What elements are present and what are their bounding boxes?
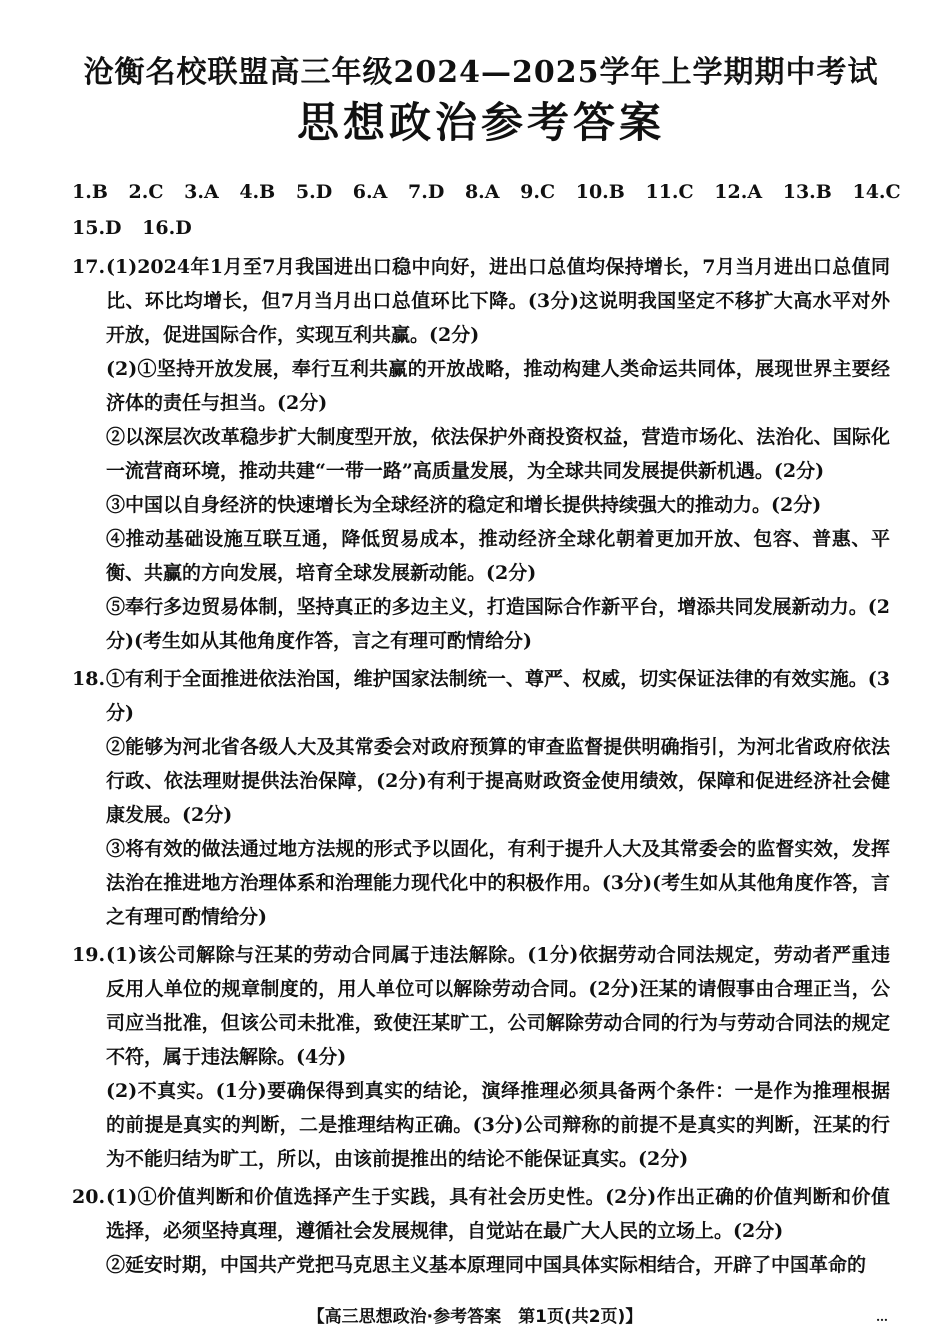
answer-paragraph: ②延安时期，中国共产党把马克思主义基本原理同中国具体实际相结合，开辟了中国革命的: [106, 1254, 867, 1276]
choice-answer: 2.C: [128, 181, 164, 203]
choice-answer: 9.C: [520, 181, 556, 203]
question-17: [72, 250, 890, 658]
answer-paragraph: (1)2024年1月至7月我国进出口稳中向好，进出口总值均保持增长，7月当月进出口总值同比、环比均增长，但7月当月出口总值环比下降。(3分)这说明我国坚定不移扩大高水平对外开放，促进国际合作，实现互利共赢。(2分): [106, 256, 890, 346]
question-20: [72, 1180, 890, 1282]
answer-paragraph: ③将有效的做法通过地方法规的形式予以固化，有利于提升人大及其常委会的监督实效，发挥法治在推进地方治理体系和治理能力现代化中的积极作用。(3分)(考生如从其他角度作答，言之有理可酌情给分): [106, 838, 890, 928]
choice-answer: 11.C: [645, 181, 694, 203]
question-19: [72, 938, 890, 1176]
choice-answer: 8.A: [464, 181, 500, 203]
subject-title: 思想政治参考答案: [296, 98, 665, 147]
exam-title: 沧衡名校联盟高三年级2024—2025学年上学期期中考试: [83, 55, 879, 90]
choice-answer: 3.A: [184, 181, 219, 203]
answer-paragraph: ③中国以自身经济的快速增长为全球经济的稳定和增长提供持续强大的推动力。(2分): [106, 494, 822, 516]
question-number: 20.: [72, 1186, 106, 1208]
choice-row-1: [72, 174, 901, 210]
answer-paragraph: (2)不真实。(1分)要确保得到真实的结论，演绎推理必须具备两个条件：一是作为推理根据的前提是真实的判断，二是推理结构正确。(3分)公司辩称的前提不是真实的判断，汪某的行为不能归结为旷工，所以，由该前提推出的结论不能保证真实。(2分): [106, 1080, 890, 1170]
question-number: 17.: [72, 256, 106, 278]
choice-row-2: [72, 210, 890, 246]
answer-paragraph: ④推动基础设施互联互通，降低贸易成本，推动经济全球化朝着更加开放、包容、普惠、平衡、共赢的方向发展，培育全球发展新动能。(2分): [106, 528, 890, 584]
answer-paragraph: ②以深层次改革稳步扩大制度型开放，依法保护外商投资权益，营造市场化、法治化、国际化一流营商环境，推动共建“一带一路”高质量发展，为全球共同发展提供新机遇。(2分): [106, 426, 890, 482]
question-number: 19.: [72, 944, 106, 966]
choice-answer: 6.A: [352, 181, 388, 203]
choice-answer: 16.D: [142, 217, 192, 239]
corner-mark: …: [876, 1310, 888, 1324]
question-number: 18.: [72, 668, 106, 690]
choice-answer: 14.C: [852, 181, 901, 203]
multiple-choice-answers: [72, 174, 901, 246]
choice-answer: 12.A: [714, 181, 763, 203]
choice-answer: 4.B: [239, 181, 276, 203]
answer-paragraph: (2)①坚持开放发展，奉行互利共赢的开放战略，推动构建人类命运共同体，展现世界主要经济体的责任与担当。(2分): [106, 358, 890, 414]
choice-answer: 13.B: [782, 181, 832, 203]
choice-answer: 5.D: [295, 181, 333, 203]
answer-paragraph: ①有利于全面推进依法治国，维护国家法制统一、尊严、权威，切实保证法律的有效实施。(3分): [106, 668, 890, 724]
choice-answer: 10.B: [575, 181, 625, 203]
answer-paragraph: (1)①价值判断和价值选择产生于实践，具有社会历史性。(2分)作出正确的价值判断和价值选择，必须坚持真理，遵循社会发展规律，自觉站在最广大人民的立场上。(2分): [106, 1186, 890, 1242]
answer-paragraph: (1)该公司解除与汪某的劳动合同属于违法解除。(1分)依据劳动合同法规定，劳动者严重违反用人单位的规章制度的，用人单位可以解除劳动合同。(2分)汪某的请假事由合理正当，公司应当批准，但该公司未批准，致使汪某旷工，公司解除劳动合同的行为与劳动合同法的规定不符，属于违法解除。(4分): [106, 944, 890, 1068]
page-footer: 【高三思想政治·参考答案 第1页(共2页)】: [307, 1307, 643, 1327]
question-18: [72, 662, 890, 934]
title-block: [72, 0, 890, 150]
answer-paragraph: ⑤奉行多边贸易体制，坚持真正的多边主义，打造国际合作新平台，增添共同发展新动力。(2分)(考生如从其他角度作答，言之有理可酌情给分): [106, 596, 890, 652]
choice-answer: 15.D: [72, 217, 122, 239]
answer-paragraph: ②能够为河北省各级人大及其常委会对政府预算的审查监督提供明确指引，为河北省政府依法行政、依法理财提供法治保障，(2分)有利于提高财政资金使用绩效，保障和促进经济社会健康发展。(2分): [106, 736, 890, 826]
choice-answer: 7.D: [408, 181, 445, 203]
choice-answer: 1.B: [72, 181, 108, 203]
